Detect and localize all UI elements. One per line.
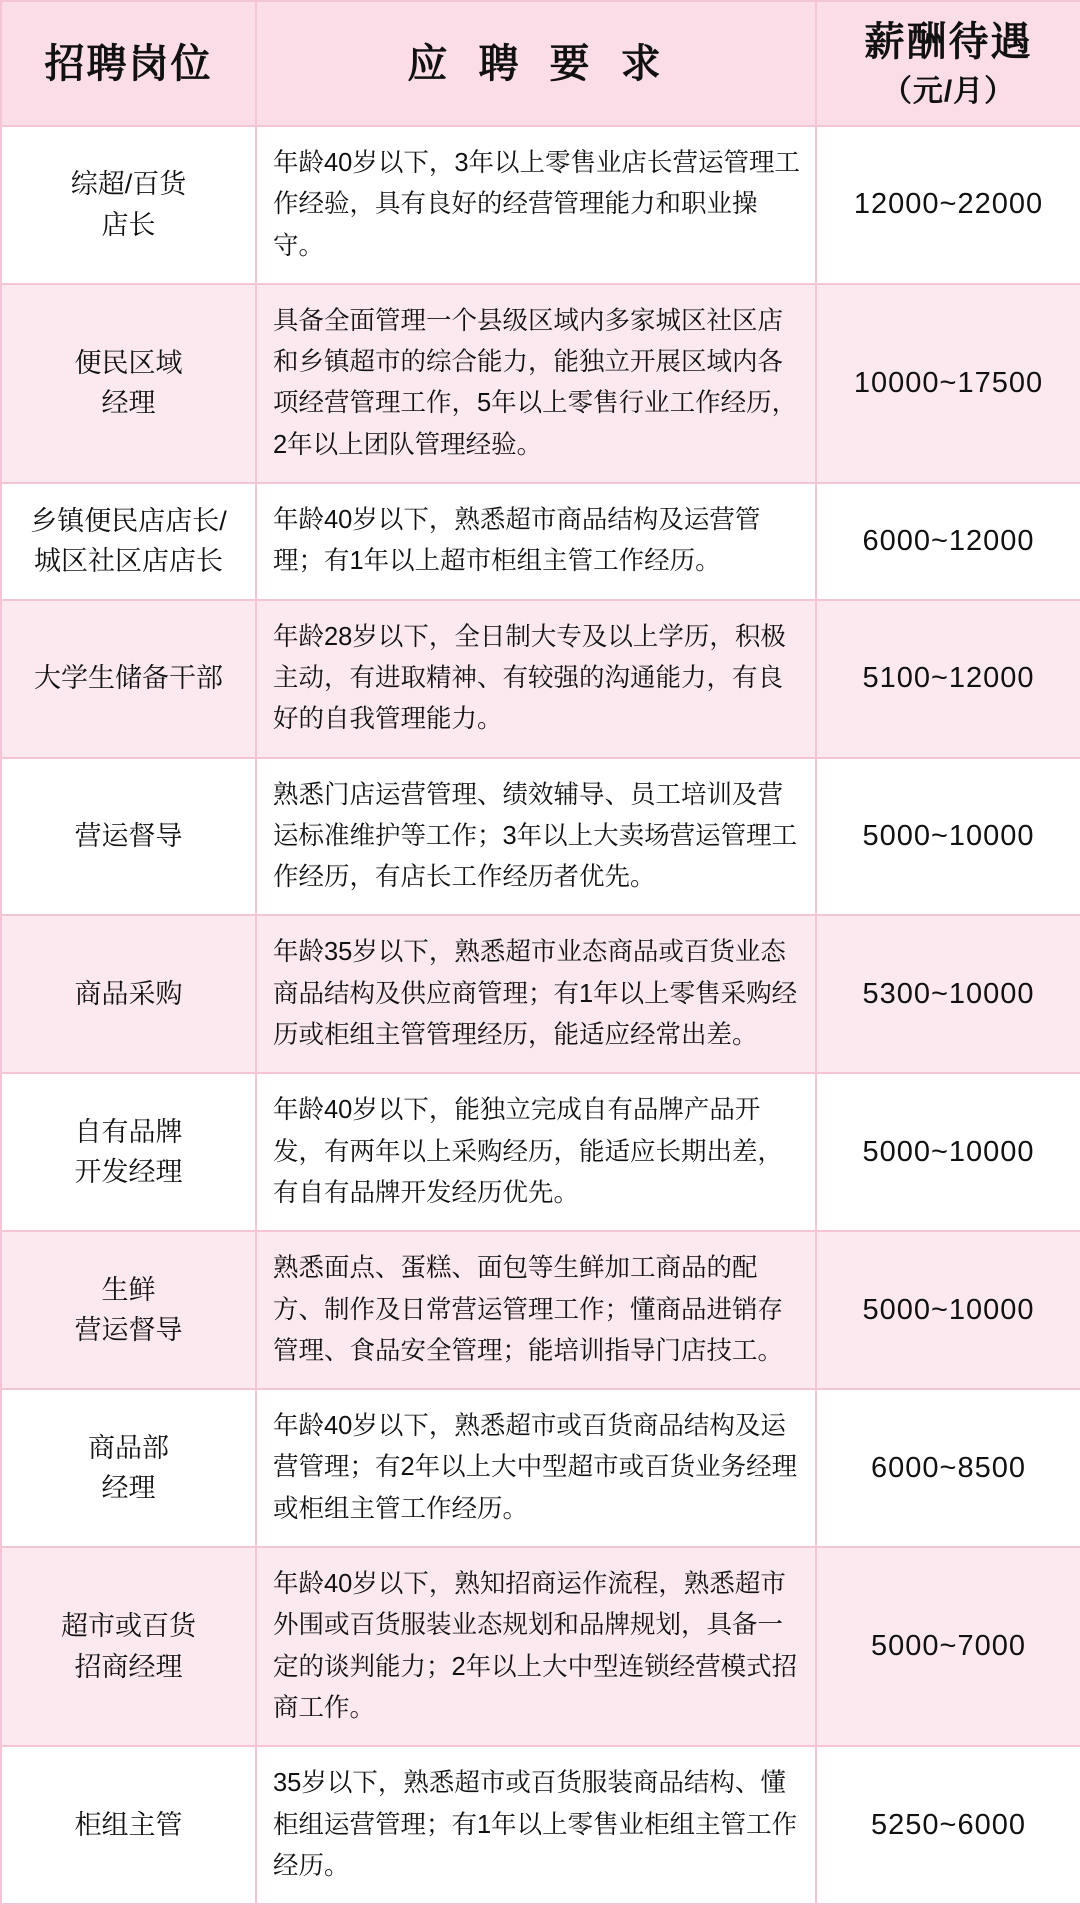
cell-salary: 5250~6000 bbox=[816, 1746, 1080, 1904]
cell-position: 柜组主管 bbox=[1, 1746, 256, 1904]
table-row bbox=[1, 1547, 1080, 1746]
cell-position: 超市或百货 招商经理 bbox=[1, 1547, 256, 1746]
cell-requirement: 年龄40岁以下，熟悉超市商品结构及运营管理；有1年以上超市柜组主管工作经历。 bbox=[256, 483, 816, 600]
cell-position: 乡镇便民店店长/ 城区社区店店长 bbox=[1, 483, 256, 600]
cell-requirement: 年龄35岁以下，熟悉超市业态商品或百货业态商品结构及供应商管理；有1年以上零售采购经历或柜组主管管理经历，能适应经常出差。 bbox=[256, 915, 816, 1073]
cell-salary: 12000~22000 bbox=[816, 126, 1080, 284]
table-row bbox=[1, 1073, 1080, 1231]
cell-salary: 5000~10000 bbox=[816, 1231, 1080, 1389]
column-header-salary bbox=[816, 1, 1080, 126]
table-header-row bbox=[1, 1, 1080, 126]
cell-position: 综超/百货 店长 bbox=[1, 126, 256, 284]
table-row bbox=[1, 284, 1080, 483]
cell-requirement: 具备全面管理一个县级区域内多家城区社区店和乡镇超市的综合能力，能独立开展区域内各项经营管理工作，5年以上零售行业工作经历，2年以上团队管理经验。 bbox=[256, 284, 816, 483]
table-header bbox=[1, 1, 1080, 126]
column-header-salary-unit: （元/月） bbox=[881, 75, 1016, 108]
cell-salary: 5000~7000 bbox=[816, 1547, 1080, 1746]
cell-salary: 5000~10000 bbox=[816, 1073, 1080, 1231]
column-header-requirement: 应 聘 要 求 bbox=[256, 1, 816, 126]
cell-requirement: 熟悉门店运营管理、绩效辅导、员工培训及营运标准维护等工作；3年以上大卖场营运管理工作经历，有店长工作经历者优先。 bbox=[256, 758, 816, 916]
cell-position: 便民区域 经理 bbox=[1, 284, 256, 483]
cell-salary: 5300~10000 bbox=[816, 915, 1080, 1073]
cell-position: 生鲜 营运督导 bbox=[1, 1231, 256, 1389]
cell-salary: 6000~8500 bbox=[816, 1389, 1080, 1547]
column-header-position: 招聘岗位 bbox=[1, 1, 256, 126]
table-body bbox=[1, 126, 1080, 1904]
cell-salary: 5000~10000 bbox=[816, 758, 1080, 916]
cell-requirement: 35岁以下，熟悉超市或百货服装商品结构、懂柜组运营管理；有1年以上零售业柜组主管工作经历。 bbox=[256, 1746, 816, 1904]
table-row bbox=[1, 758, 1080, 916]
cell-position: 商品采购 bbox=[1, 915, 256, 1073]
cell-salary: 10000~17500 bbox=[816, 284, 1080, 483]
cell-salary: 5100~12000 bbox=[816, 600, 1080, 758]
cell-requirement: 年龄40岁以下，熟悉超市或百货商品结构及运营管理；有2年以上大中型超市或百货业务经理或柜组主管工作经历。 bbox=[256, 1389, 816, 1547]
table-row bbox=[1, 483, 1080, 600]
column-header-salary-main: 薪酬待遇 bbox=[864, 20, 1033, 64]
cell-position: 自有品牌 开发经理 bbox=[1, 1073, 256, 1231]
table-row bbox=[1, 600, 1080, 758]
cell-requirement: 年龄40岁以下，能独立完成自有品牌产品开发，有两年以上采购经历，能适应长期出差，有自有品牌开发经历优先。 bbox=[256, 1073, 816, 1231]
cell-position: 大学生储备干部 bbox=[1, 600, 256, 758]
table-row bbox=[1, 1231, 1080, 1389]
cell-requirement: 年龄40岁以下，3年以上零售业店长营运管理工作经验，具有良好的经营管理能力和职业操守。 bbox=[256, 126, 816, 284]
cell-salary: 6000~12000 bbox=[816, 483, 1080, 600]
table-row bbox=[1, 1746, 1080, 1904]
cell-position: 商品部 经理 bbox=[1, 1389, 256, 1547]
cell-requirement: 年龄28岁以下，全日制大专及以上学历，积极主动，有进取精神、有较强的沟通能力，有良好的自我管理能力。 bbox=[256, 600, 816, 758]
cell-requirement: 年龄40岁以下，熟知招商运作流程，熟悉超市外围或百货服装业态规划和品牌规划，具备一定的谈判能力；2年以上大中型连锁经营模式招商工作。 bbox=[256, 1547, 816, 1746]
cell-requirement: 熟悉面点、蛋糕、面包等生鲜加工商品的配方、制作及日常营运管理工作；懂商品进销存管理、食品安全管理；能培训指导门店技工。 bbox=[256, 1231, 816, 1389]
table-row bbox=[1, 915, 1080, 1073]
table-row bbox=[1, 1389, 1080, 1547]
cell-position: 营运督导 bbox=[1, 758, 256, 916]
table-row bbox=[1, 126, 1080, 284]
